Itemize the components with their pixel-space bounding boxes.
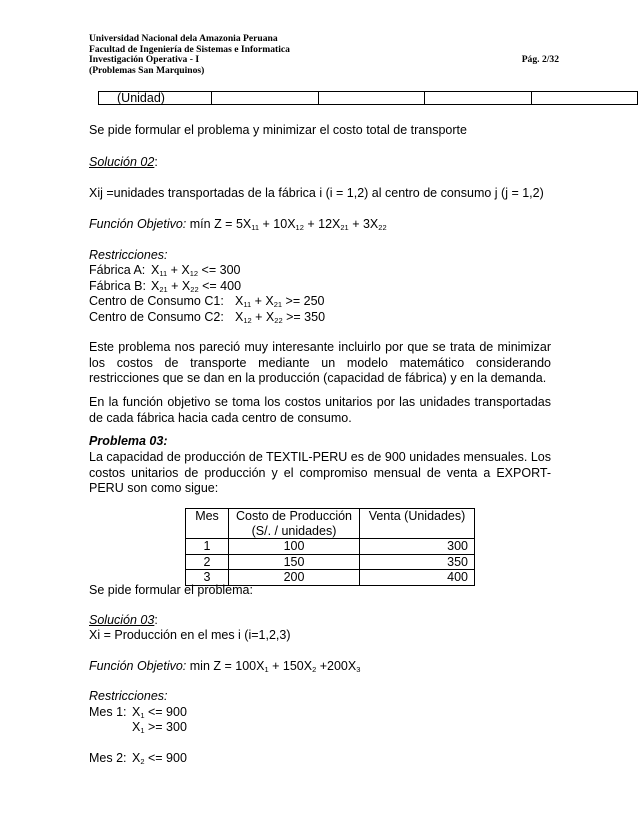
solution-03-heading — [89, 613, 551, 629]
table-cell — [318, 92, 424, 105]
problem-03-title: Problema 03: — [89, 434, 168, 448]
header-faculty: Facultad de Ingeniería de Sistemas e Informatica — [89, 43, 290, 55]
expr: X — [132, 705, 141, 719]
constraint-month-1b — [89, 720, 551, 736]
constraint-label: Centro de Consumo C2: — [89, 310, 224, 324]
expr: >= 300 — [144, 720, 187, 734]
subscript: 22 — [190, 285, 199, 294]
explanation-paragraph-1: Este problema nos pareció muy interesante incluirlo por que se trata de minimizar los costos de transporte mediante un modelo matemático considerando restricciones que se dan en la producción (capacidad de fábrica) y en la demanda. — [89, 340, 551, 385]
objective-function-02 — [89, 217, 551, 233]
cell-venta: 400 — [360, 570, 475, 586]
constraint-consumption-c2 — [89, 310, 551, 326]
problem-03-request: Se pide formular el problema: — [89, 583, 253, 597]
constraint-month-1a — [89, 705, 551, 721]
cell-mes: 1 — [186, 539, 229, 555]
subscript: 12 — [189, 269, 199, 278]
objective-label: Función Objetivo: — [89, 217, 187, 231]
expr: X — [132, 720, 141, 734]
constraint-factory-b — [89, 279, 551, 295]
subscript: 1 — [140, 711, 145, 720]
expr: + 3X — [348, 217, 379, 231]
problem-03-statement: La capacidad de producción de TEXTIL-PERU es de 900 unidades mensuales. Los costos unitarios de producción y el compromiso mensual de venta a EXPORT-PERU son como sigue: — [89, 450, 551, 495]
solution-02-title: Solución 02 — [89, 155, 155, 169]
objective-label: Función Objetivo: — [89, 659, 187, 673]
expr: X — [151, 263, 160, 277]
expr: <= 300 — [198, 263, 241, 277]
expr: + X — [167, 279, 191, 293]
expr: + 150X — [268, 659, 313, 673]
expr: + 12X — [303, 217, 341, 231]
table-cell: (Unidad) — [99, 92, 212, 105]
subscript: 11 — [159, 269, 168, 278]
restrictions-label-02: Restricciones: — [89, 248, 168, 262]
solution-03-title: Solución 03 — [89, 613, 155, 627]
expr: + 10X — [259, 217, 296, 231]
col-header-venta: Venta (Unidades) — [360, 509, 475, 539]
subscript: 11 — [251, 223, 260, 232]
subscript: 11 — [243, 300, 252, 309]
expr: X — [235, 294, 244, 308]
subscript: 22 — [378, 223, 387, 232]
subscript: 21 — [273, 300, 283, 309]
expr: X — [151, 279, 160, 293]
production-table — [185, 508, 475, 586]
cell-costo: 200 — [229, 570, 360, 586]
solution-02-colon: : — [154, 155, 158, 169]
table-cell — [212, 92, 318, 105]
table-row — [99, 92, 638, 105]
subscript: 22 — [274, 316, 283, 325]
table-row — [186, 539, 475, 555]
constraint-label: Mes 2: — [89, 751, 127, 765]
expr: mín Z = 5X — [186, 217, 252, 231]
table-header-row — [186, 509, 475, 539]
expr: X — [235, 310, 244, 324]
header-university: Universidad Nacional dela Amazonia Peruana — [89, 33, 278, 44]
cell-costo: 150 — [229, 554, 360, 570]
subscript: 12 — [243, 316, 252, 325]
expr: + X — [167, 263, 190, 277]
constraint-factory-a — [89, 263, 551, 279]
expr: >= 250 — [282, 294, 325, 308]
cell-venta: 350 — [360, 554, 475, 570]
constraint-label: Mes 1: — [89, 705, 127, 719]
subscript: 21 — [159, 285, 168, 294]
header-page-number: Pág. 2/32 — [521, 54, 559, 66]
header-subtitle: (Problemas San Marquinos) — [89, 64, 205, 76]
subscript: 2 — [140, 757, 145, 766]
header-course: Investigación Operativa - I — [89, 54, 200, 66]
subscript: 12 — [295, 223, 304, 232]
expr: min Z = 100X — [186, 659, 265, 673]
explanation-paragraph-2: En la función objetivo se toma los costos unitarios por las unidades transportadas de cada fábrica hacia cada centro de consumo. — [89, 395, 551, 425]
expr: + X — [251, 294, 274, 308]
subscript: 3 — [356, 665, 361, 674]
page-header — [89, 34, 559, 76]
problem-request: Se pide formular el problema y minimizar el costo total de transporte — [89, 123, 467, 137]
subscript: 2 — [312, 665, 317, 674]
restrictions-label-03: Restricciones: — [89, 689, 168, 703]
expr: <= 900 — [144, 751, 187, 765]
constraint-consumption-c1 — [89, 294, 551, 310]
col-header-costo: Costo de Producción (S/. / unidades) — [229, 509, 360, 539]
expr: >= 350 — [282, 310, 326, 324]
constraint-label: Fábrica B: — [89, 279, 146, 293]
cell-mes: 2 — [186, 554, 229, 570]
table-cell — [425, 92, 531, 105]
cell-costo: 100 — [229, 539, 360, 555]
expr: <= 900 — [144, 705, 187, 719]
objective-function-03 — [89, 659, 551, 675]
expr: +200X — [316, 659, 357, 673]
solution-02-heading — [89, 155, 551, 171]
expr: + X — [251, 310, 275, 324]
constraint-label: Centro de Consumo C1: — [89, 294, 224, 308]
solution-03-colon: : — [154, 613, 158, 627]
previous-table-fragment — [98, 91, 638, 105]
table-cell — [531, 92, 637, 105]
constraint-month-2 — [89, 751, 551, 767]
table-row — [186, 554, 475, 570]
subscript: 1 — [264, 665, 269, 674]
expr: X — [132, 751, 141, 765]
cell-mes: 3 — [186, 570, 229, 586]
variable-definition: Xij =unidades transportadas de la fábrica i (i = 1,2) al centro de consumo j (j = 1,2) — [89, 186, 544, 200]
expr: <= 400 — [198, 279, 242, 293]
subscript: 21 — [340, 223, 349, 232]
cell-venta: 300 — [360, 539, 475, 555]
col-header-mes: Mes — [186, 509, 229, 539]
constraint-label: Fábrica A: — [89, 263, 146, 277]
variable-definition-03: Xi = Producción en el mes i (i=1,2,3) — [89, 628, 291, 642]
subscript: 1 — [140, 726, 145, 735]
